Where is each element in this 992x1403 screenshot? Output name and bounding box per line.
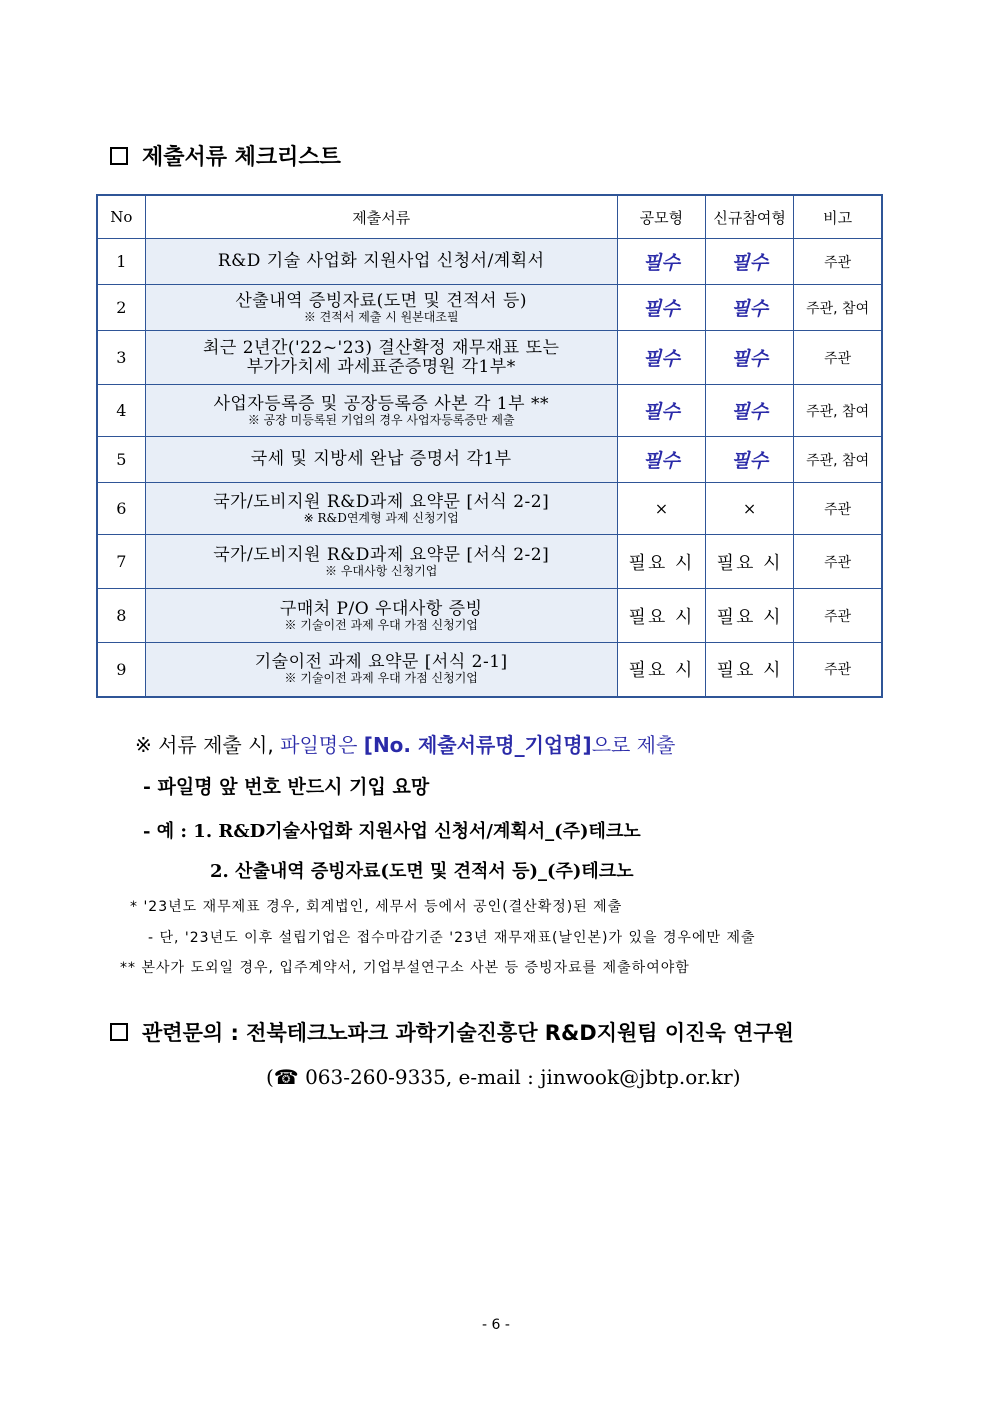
header-col-a: 공모형 <box>617 195 705 239</box>
doc-subnote: ※ 기술이전 과제 우대 가점 신청기업 <box>284 671 478 686</box>
row-no: 5 <box>97 437 145 483</box>
heading-text: 관련문의 : 전북테크노파크 과학기술진흥단 R&D지원팀 이진욱 연구원 <box>142 1021 794 1045</box>
row-col-b: 필요 시 <box>706 589 794 643</box>
note-filename-number: - 파일명 앞 번호 반드시 기입 요망 <box>143 776 430 798</box>
table-row <box>97 385 882 437</box>
row-col-a: 필수 <box>617 285 705 331</box>
row-col-a: 필수 <box>617 385 705 437</box>
doc-title: 산출내역 증빙자료(도면 및 견적서 등) <box>235 290 528 311</box>
row-doc <box>145 483 617 535</box>
row-col-b: 필요 시 <box>706 643 794 697</box>
row-col-b: 필수 <box>706 239 794 285</box>
table-row <box>97 643 882 697</box>
doc-title: 국세 및 지방세 완납 증명서 각1부 <box>250 449 512 469</box>
table-row <box>97 483 882 535</box>
row-note: 주관 <box>794 331 882 385</box>
doc-title: 국가/도비지원 R&D과제 요약문 [서식 2-2] <box>213 544 550 565</box>
header-doc: 제출서류 <box>145 195 617 239</box>
row-col-b: 필요 시 <box>706 535 794 589</box>
table-row <box>97 535 882 589</box>
row-doc <box>145 535 617 589</box>
row-doc <box>145 385 617 437</box>
submission-note <box>135 729 675 758</box>
heading-text: 제출서류 체크리스트 <box>142 145 341 170</box>
note-prefix: ※ 서류 제출 시, <box>135 733 281 757</box>
note-blue: 파일명은 <box>280 733 364 757</box>
row-note: 주관 <box>794 483 882 535</box>
row-note: 주관, 참여 <box>794 385 882 437</box>
table-row <box>97 239 882 285</box>
footnote-headquarters: ** 본사가 도외일 경우, 입주계약서, 기업부설연구소 사본 등 증빙자료를 제출하여야함 <box>120 960 690 976</box>
row-no: 1 <box>97 239 145 285</box>
footnote-new-company: - 단, '23년도 이후 설립기업은 접수마감기준 '23년 재무재표(날인본)가 있을 경우에만 제출 <box>148 930 756 946</box>
row-no: 3 <box>97 331 145 385</box>
table-row <box>97 285 882 331</box>
note-example-2: 2. 산출내역 증빙자료(도면 및 견적서 등)_(주)테크노 <box>210 861 634 882</box>
row-col-b: 필수 <box>706 385 794 437</box>
row-doc <box>145 589 617 643</box>
row-doc <box>145 239 617 285</box>
doc-title: 최근 2년간('22~'23) 결산확정 재무재표 또는 <box>202 337 560 358</box>
row-note: 주관 <box>794 535 882 589</box>
row-col-a: 필수 <box>617 331 705 385</box>
row-doc <box>145 643 617 697</box>
doc-subnote: ※ 우대사항 신청기업 <box>325 563 438 578</box>
row-col-a: 필요 시 <box>617 643 705 697</box>
checklist-table <box>96 194 883 698</box>
row-doc <box>145 285 617 331</box>
doc-title: 기술이전 과제 요약문 [서식 2-1] <box>254 652 508 673</box>
doc-title: 구매처 P/O 우대사항 증빙 <box>279 598 483 619</box>
doc-title: 국가/도비지원 R&D과제 요약문 [서식 2-2] <box>213 491 550 512</box>
row-no: 2 <box>97 285 145 331</box>
row-doc <box>145 437 617 483</box>
page-number: - 6 - <box>482 1317 510 1333</box>
row-col-a: 필수 <box>617 437 705 483</box>
table-row <box>97 331 882 385</box>
row-no: 8 <box>97 589 145 643</box>
header-col-b: 신규참여형 <box>706 195 794 239</box>
checkbox-square-icon <box>110 1023 128 1041</box>
doc-subnote: ※ 기술이전 과제 우대 가점 신청기업 <box>284 617 478 632</box>
row-col-b: 필수 <box>706 437 794 483</box>
row-note: 주관 <box>794 239 882 285</box>
doc-title: R&D 기술 사업화 지원사업 신청서/계획서 <box>217 251 545 271</box>
row-note: 주관 <box>794 643 882 697</box>
row-doc <box>145 331 617 385</box>
row-no: 9 <box>97 643 145 697</box>
row-note: 주관, 참여 <box>794 285 882 331</box>
table-row <box>97 437 882 483</box>
row-col-b: 필수 <box>706 331 794 385</box>
row-col-a: 필요 시 <box>617 535 705 589</box>
row-col-a: × <box>617 483 705 535</box>
checkbox-square-icon <box>110 147 128 165</box>
row-no: 4 <box>97 385 145 437</box>
table-header-row <box>97 195 882 239</box>
row-col-b: 필수 <box>706 285 794 331</box>
section-heading-checklist <box>110 140 341 171</box>
note-suffix: 으로 제출 <box>591 733 676 757</box>
doc-subnote: ※ 견적서 제출 시 원본대조필 <box>303 309 459 324</box>
row-no: 6 <box>97 483 145 535</box>
note-example-1: - 예 : 1. R&D기술사업화 지원사업 신청서/계획서_(주)테크노 <box>143 821 641 842</box>
row-note: 주관 <box>794 589 882 643</box>
doc-title-line2: 부가가치세 과세표준증명원 각1부* <box>246 356 516 377</box>
row-note: 주관, 참여 <box>794 437 882 483</box>
footnote-financial: * '23년도 재무제표 경우, 회계법인, 세무서 등에서 공인(결산확정)된 제출 <box>130 899 623 915</box>
header-note: 비고 <box>794 195 882 239</box>
contact-info: (☎ 063-260-9335, e-mail : jinwook@jbtp.or.kr) <box>266 1065 741 1089</box>
doc-subnote: ※ R&D연계형 과제 신청기업 <box>303 510 459 525</box>
header-no: No <box>97 195 145 239</box>
doc-title: 사업자등록증 및 공장등록증 사본 각 1부 ** <box>213 393 549 414</box>
section-heading-contact <box>110 1017 794 1047</box>
row-col-a: 필요 시 <box>617 589 705 643</box>
table-row <box>97 589 882 643</box>
note-format: [No. 제출서류명_기업명] <box>363 733 592 757</box>
row-no: 7 <box>97 535 145 589</box>
row-col-a: 필수 <box>617 239 705 285</box>
row-col-b: × <box>706 483 794 535</box>
doc-subnote: ※ 공장 미등록된 기업의 경우 사업자등록증만 제출 <box>247 412 515 427</box>
